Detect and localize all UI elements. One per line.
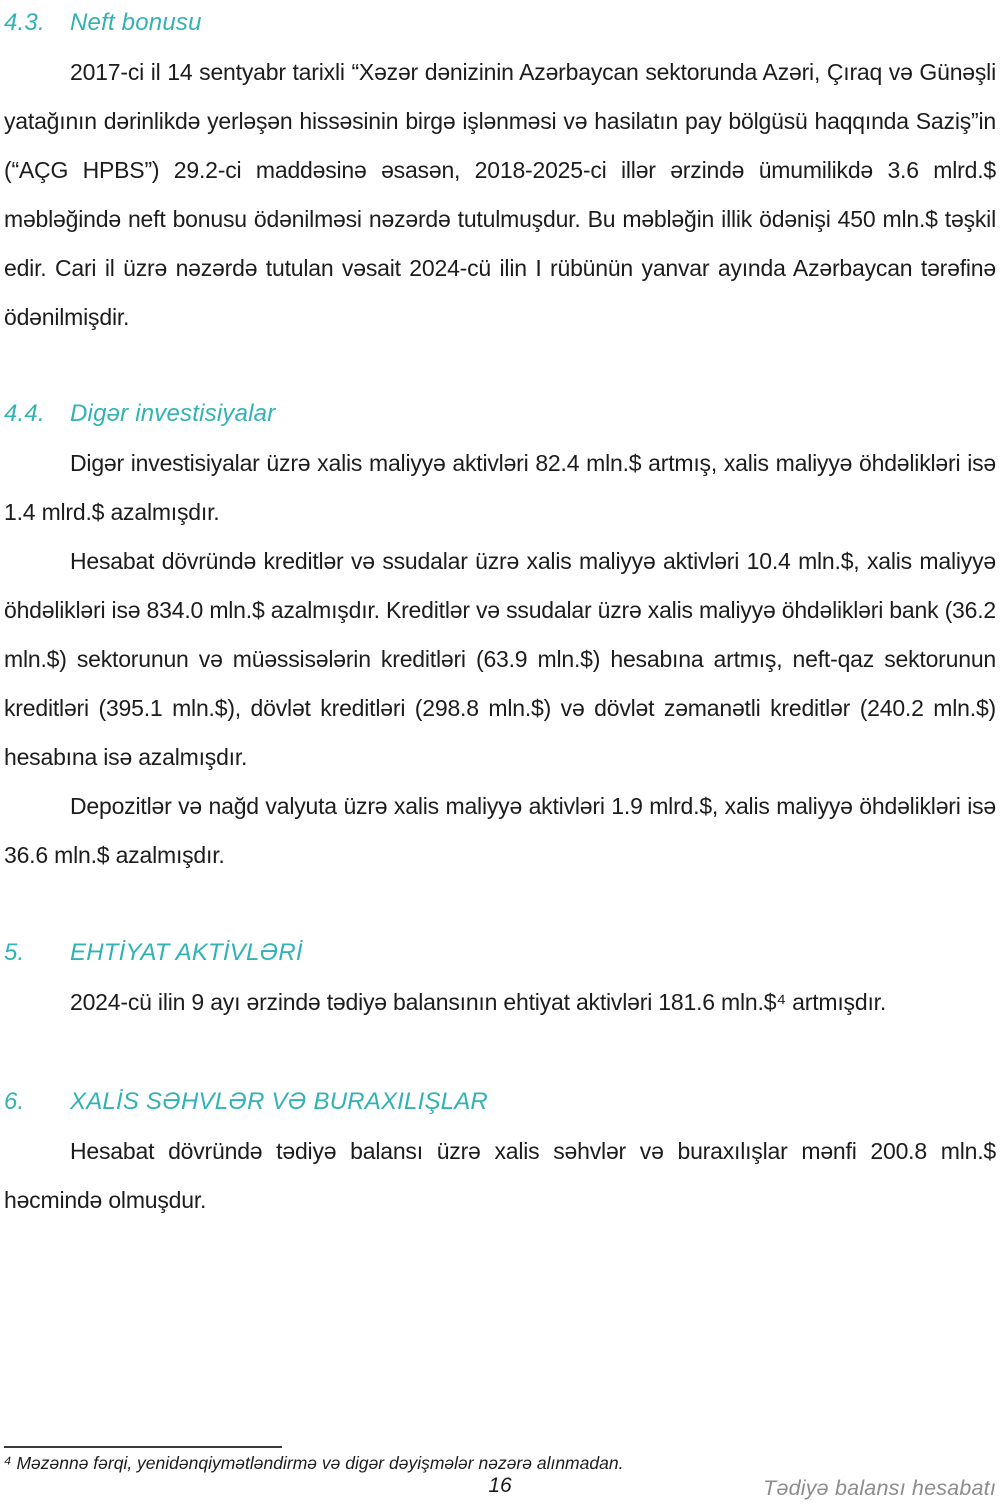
section-body-4-3 [4, 48, 996, 342]
section-title: Neft bonusu [70, 9, 202, 36]
footnote-separator [4, 1446, 282, 1448]
paragraph: 2017-ci il 14 sentyabr tarixli “Xəzər dənizinin Azərbaycan sektorunda Azəri, Çıraq və Günəşli yatağının dərinlikdə yerləşən hissəsinin birgə işlənməsi və hasilatın pay bölgüsü haqqında Saziş”in (“AÇG HPBS”) 29.2-ci maddəsinə əsasən, 2018-2025-ci illər ərzində ümumilikdə 3.6 mlrd.$ məbləğində neft bonusu ödənilməsi nəzərdə tutulmuşdur. Bu məbləğin illik ödənişi 450 mln.$ təşkil edir. Cari il üzrə nəzərdə tutulan vəsait 2024-cü ilin I rübünün yanvar ayında Azərbaycan tərəfinə ödənilmişdir. [4, 59, 996, 330]
paragraph: Hesabat dövründə kreditlər və ssudalar üzrə xalis maliyyə aktivləri 10.4 mln.$, xalis maliyyə öhdəlikləri isə 834.0 mln.$ azalmışdır. Kreditlər və ssudalar üzrə xalis maliyyə öhdəlikləri bank (36.2 mln.$) sektorunun və müəssisələrin kreditləri (63.9 mln.$) hesabına artmış, neft-qaz sektorunun kreditləri (395.1 mln.$), dövlət kreditləri (298.8 mln.$) və dövlət zəmanətli kreditlər (240.2 mln.$) hesabına isə azalmışdır. [4, 548, 996, 770]
section-number: 4.4. [4, 400, 45, 427]
section-heading-4-3 [4, 0, 996, 38]
page-footer [4, 1474, 996, 1504]
section-number: 4.3. [4, 9, 45, 36]
paragraph: Depozitlər və nağd valyuta üzrə xalis maliyyə aktivləri 1.9 mlrd.$, xalis maliyyə öhdəlikləri isə 36.6 mln.$ azalmışdır. [4, 793, 996, 868]
footnote-block [4, 1446, 996, 1474]
footnote-text: ⁴ Məzənnə fərqi, yenidənqiymətləndirmə və digər dəyişmələr nəzərə alınmadan. [4, 1453, 624, 1473]
section-title: Digər investisiyalar [70, 400, 276, 427]
section-title: XALİS SƏHVLƏR VƏ BURAXILIŞLAR [70, 1088, 488, 1115]
section-number: 5. [4, 939, 25, 966]
section-heading-4-4 [4, 399, 996, 429]
section-body-5 [4, 978, 996, 1027]
paragraph: 2024-cü ilin 9 ayı ərzində tədiyə balansının ehtiyat aktivləri 181.6 mln.$⁴ artmışdır. [70, 989, 887, 1015]
section-number: 6. [4, 1088, 25, 1115]
page-number: 16 [488, 1474, 512, 1497]
footer-report-title: Tədiyə balansı hesabatı [763, 1476, 996, 1500]
section-body-4-4 [4, 439, 996, 880]
paragraph: Digər investisiyalar üzrə xalis maliyyə aktivləri 82.4 mln.$ artmış, xalis maliyyə öhdəlikləri isə 1.4 mlrd.$ azalmışdır. [4, 450, 996, 525]
paragraph: Hesabat dövründə tədiyə balansı üzrə xalis səhvlər və buraxılışlar mənfi 200.8 mln.$ həcmində olmuşdur. [4, 1138, 996, 1213]
section-body-6 [4, 1127, 996, 1225]
section-title: EHTİYAT AKTİVLƏRİ [70, 939, 303, 966]
section-heading-5 [4, 938, 996, 968]
section-heading-6 [4, 1087, 996, 1117]
